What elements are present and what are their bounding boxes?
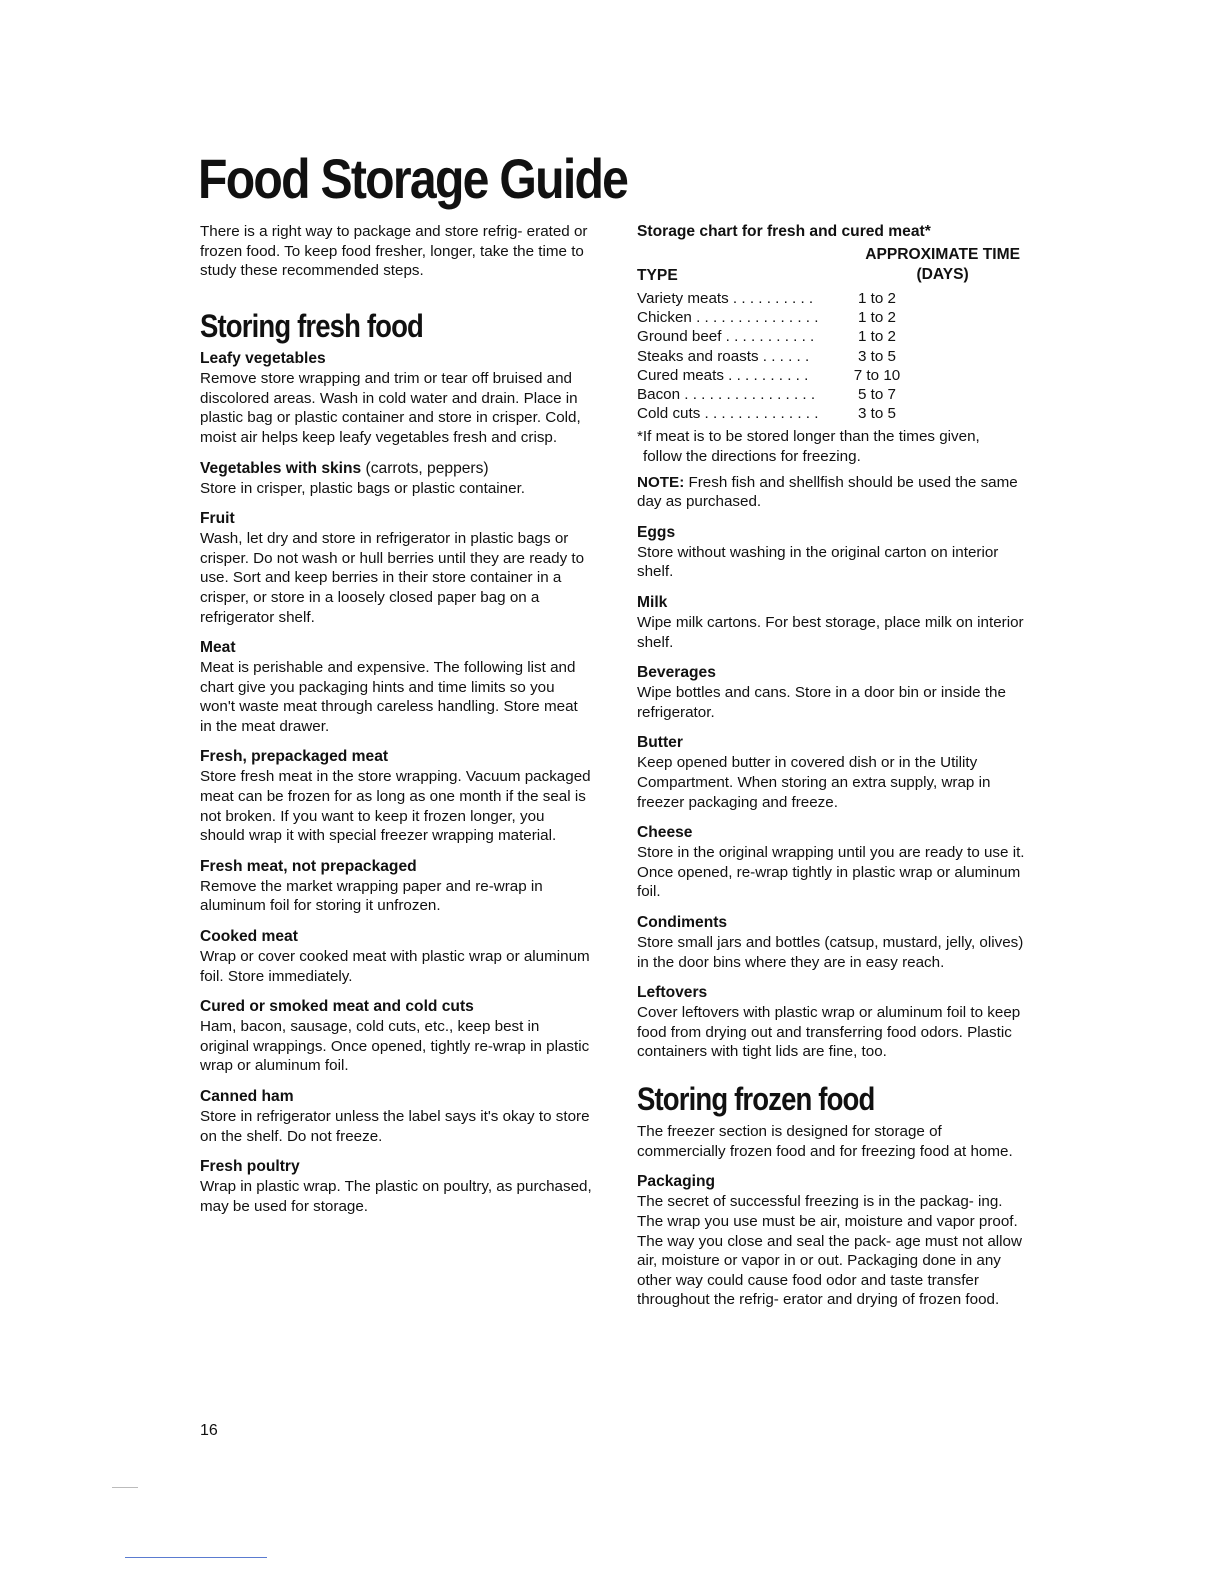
other-item-text: Store in the original wrapping until you are ready to use it. Once opened, re-wrap tightly in plastic wrap or aluminum foil. (637, 844, 1025, 901)
chart-col-time (865, 245, 1020, 285)
other-item-text: Store small jars and bottles (catsup, mustard, jelly, olives) in the door bins where they are in easy reach. (637, 933, 1024, 971)
other-item-text: Wipe milk cartons. For best storage, place milk on interior shelf. (637, 613, 1024, 651)
chart-days: 3 to 5 (858, 347, 896, 365)
chart-type: Ground beef . . . . . . . . . . . (637, 328, 815, 346)
chart-days: 1 to 2 (858, 328, 896, 346)
other-item-title: Beverages (637, 664, 716, 682)
other-item-leftovers (637, 983, 1032, 1062)
fresh-item-title: Cured or smoked meat and cold cuts (200, 998, 474, 1016)
chart-type: Chicken . . . . . . . . . . . . . . . (637, 309, 819, 327)
chart-type: Cold cuts . . . . . . . . . . . . . . (637, 405, 819, 423)
fresh-item-title: Fresh, prepackaged meat (200, 748, 389, 766)
fresh-item-title: Vegetables with skins (200, 459, 362, 477)
chart-row (637, 385, 1032, 404)
fresh-item-cooked (200, 927, 592, 986)
chart-days: 1 to 2 (858, 290, 896, 307)
fresh-item-text: Wash, let dry and store in refrigerator in plastic bags or crisper. Do not wash or hull berries until they are ready to use. Sort and keep berries in their store container in a crisper, or store in a loosely closed paper bag on a refrigerator shelf. (200, 530, 585, 626)
chart-col-time-line1: APPROXIMATE TIME (865, 246, 1020, 263)
other-item-title: Leftovers (637, 984, 708, 1002)
meat-storage-chart (637, 222, 1032, 512)
fresh-item-not-prepackaged (200, 857, 592, 916)
other-item-title: Butter (637, 734, 683, 752)
other-item-title: Condiments (637, 913, 728, 931)
chart-days: 5 to 7 (858, 386, 896, 404)
fresh-item-meat (200, 638, 592, 736)
fresh-item-cured (200, 997, 592, 1076)
fresh-item-poultry (200, 1157, 592, 1216)
other-item-text: Store without washing in the original carton on interior shelf. (637, 543, 999, 581)
chart-row (637, 366, 1032, 385)
chart-header (637, 245, 1032, 285)
fresh-item-text: Remove the market wrapping paper and re-wrap in aluminum foil for storing it unfrozen. (200, 877, 543, 915)
chart-col-type: TYPE (637, 267, 678, 284)
chart-col-time-line2: (DAYS) (916, 266, 969, 283)
fresh-item-fruit (200, 509, 592, 627)
fresh-item-text: Wrap in plastic wrap. The plastic on poultry, as purchased, may be used for storage. (200, 1178, 592, 1215)
page-title: Food Storage Guide (198, 147, 628, 210)
chart-days: 3 to 5 (858, 405, 896, 423)
other-item-title: Cheese (637, 824, 693, 842)
chart-row (637, 327, 1032, 346)
frozen-item-title: Packaging (637, 1173, 715, 1191)
chart-note (637, 473, 1032, 512)
other-item-butter (637, 733, 1032, 812)
note-label: NOTE: (637, 473, 685, 491)
note-text: Fresh fish and shellfish should be used the same day as purchased. (637, 473, 1018, 511)
fresh-item-canned-ham (200, 1087, 592, 1146)
fresh-item-title: Fruit (200, 510, 235, 528)
chart-days: 7 to 10 (853, 366, 901, 384)
fresh-item-title: Fresh meat, not prepackaged (200, 857, 417, 875)
chart-footnote (637, 427, 1032, 466)
fresh-item-text: Wrap or cover cooked meat with plastic wrap or aluminum foil. Store immediately. (200, 948, 590, 985)
frozen-item-text: The secret of successful freezing is in the packag- ing. The wrap you use must be air, moisture and vapor proof. The way you close and seal the pack- age must not allow air, moisture or vapor in or out. Packaging done in any other way could cause food odor and taste transfer throughout the refrig- erator and drying of frozen food. (637, 1193, 1022, 1309)
fresh-item-text: Meat is perishable and expensive. The following list and chart give you packaging hints and time limits so you won't waste meat through careless handling. Store meat in the meat drawer. (200, 659, 578, 735)
section-heading-frozen: Storing frozen food (637, 1080, 875, 1117)
chart-footnote-line1: *If meat is to be stored longer than the times given, (637, 428, 980, 446)
other-item-text: Cover leftovers with plastic wrap or aluminum foil to keep food from drying out and transferring food odors. Plastic containers with tight lids are fine, too. (637, 1004, 1021, 1061)
chart-type: Steaks and roasts . . . . . . (637, 347, 810, 365)
fresh-item-title: Leafy vegetables (200, 350, 326, 368)
left-column (200, 222, 592, 1227)
chart-row (637, 404, 1032, 423)
fresh-item-skins (200, 459, 592, 499)
fresh-item-leafy (200, 349, 592, 447)
fresh-item-title: Canned ham (200, 1088, 294, 1106)
chart-type: Bacon . . . . . . . . . . . . . . . . (637, 386, 816, 404)
other-item-text: Keep opened butter in covered dish or in the Utility Compartment. When storing an extra supply, wrap in freezer packaging and freeze. (637, 754, 991, 811)
other-item-text: Wipe bottles and cans. Store in a door bin or inside the refrigerator. (637, 684, 1006, 721)
chart-footnote-line2: follow the directions for freezing. (643, 448, 861, 466)
page-number: 16 (200, 1422, 218, 1439)
other-item-beverages (637, 663, 1032, 722)
fresh-item-title: Meat (200, 639, 236, 657)
section-heading-fresh: Storing fresh food (200, 307, 424, 344)
chart-title: Storage chart for fresh and cured meat* (637, 223, 931, 240)
chart-row (637, 347, 1032, 366)
scan-artifact (112, 1487, 138, 1488)
chart-row (637, 308, 1032, 327)
fresh-item-text: Ham, bacon, sausage, cold cuts, etc., keep best in original wrappings. Once opened, tightly re-wrap in plastic wrap or aluminum foil. (200, 1018, 590, 1075)
frozen-item-packaging (637, 1172, 1032, 1310)
chart-type: Variety meats . . . . . . . . . . (637, 290, 814, 307)
fresh-item-title: Cooked meat (200, 928, 298, 946)
fresh-item-prepackaged (200, 747, 592, 845)
chart-days: 1 to 2 (858, 309, 896, 327)
chart-row (637, 289, 1032, 308)
scan-artifact (125, 1557, 267, 1558)
other-item-title: Milk (637, 593, 668, 611)
intro-text: There is a right way to package and store refrig- erated or frozen food. To keep food fresher, longer, take the time to study these recommended steps. (200, 223, 588, 280)
frozen-intro: The freezer section is designed for storage of commercially frozen food and for freezing food at home. (637, 1123, 1013, 1160)
other-item-eggs (637, 523, 1032, 582)
other-item-title: Eggs (637, 523, 676, 541)
other-item-cheese (637, 823, 1032, 902)
chart-type: Cured meats . . . . . . . . . . (637, 366, 809, 384)
fresh-item-text: Store fresh meat in the store wrapping. Vacuum packaged meat can be frozen for as long as one month if the seal is not broken. If you want to keep it frozen longer, you should wrap it with special freezer wrapping material. (200, 768, 591, 845)
fresh-item-title: Fresh poultry (200, 1158, 300, 1176)
fresh-item-text: Remove store wrapping and trim or tear off bruised and discolored areas. Wash in cold water and drain. Place in plastic bag or plastic container and store in crisper. Cold, moist air helps keep leafy vegetables fresh and crisp. (200, 370, 581, 446)
fresh-item-paren: (carrots, peppers) (361, 459, 489, 477)
other-item-milk (637, 593, 1032, 652)
fresh-item-text: Store in crisper, plastic bags or plastic container. (200, 479, 526, 497)
right-column (637, 222, 1032, 1321)
other-item-condiments (637, 913, 1032, 972)
fresh-item-text: Store in refrigerator unless the label says it's okay to store on the shelf. Do not freeze. (200, 1108, 590, 1145)
